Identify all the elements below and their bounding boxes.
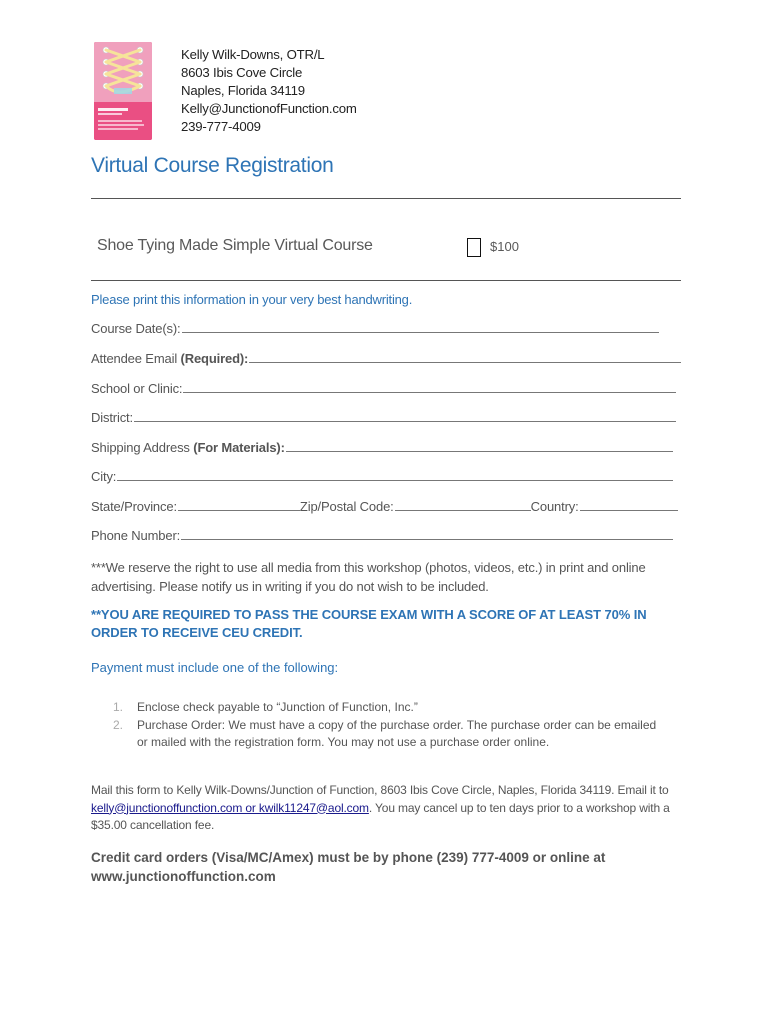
country-input-line[interactable] (580, 510, 678, 511)
contact-email: Kelly@JunctionofFunction.com (181, 101, 357, 116)
contact-name: Kelly Wilk-Downs, OTR/L (181, 47, 325, 62)
mail-text-pre: Mail this form to Kelly Wilk-Downs/Junction of Function, 8603 Ibis Cove Circle, Naples, Florida 34119. Email it to (91, 783, 669, 797)
contact-address-line-2: Naples, Florida 34119 (181, 83, 305, 98)
email-links[interactable]: kelly@junctionoffunction.com or kwilk11247@aol.com (91, 800, 369, 815)
state-input-line[interactable] (178, 510, 300, 511)
shipping-label: Shipping Address (91, 440, 190, 455)
attendee-email-required: (Required): (180, 351, 249, 366)
payment-item-2-number: 2. (113, 718, 124, 732)
course-dates-field[interactable] (91, 321, 659, 336)
state-label: State/Province: (91, 499, 177, 514)
logo (94, 42, 152, 140)
payment-item-1-text: Enclose check payable to “Junction of Function, Inc.” (137, 700, 418, 714)
divider-bottom (91, 280, 681, 281)
phone-label: Phone Number: (91, 528, 181, 543)
payment-item-2-text: Purchase Order: We must have a copy of the purchase order. The purchase order can be emailed or mailed with the registration form. You may not use a purchase order online. (137, 718, 657, 749)
district-label: District: (91, 410, 133, 425)
payment-item-1 (113, 699, 673, 716)
course-price: $100 (490, 239, 519, 254)
school-label: School or Clinic: (91, 381, 183, 396)
exam-notice: **YOU ARE REQUIRED TO PASS THE COURSE EXAM WITH A SCORE OF AT LEAST 70% IN ORDER TO RECEIVE CEU CREDIT. (91, 607, 647, 640)
payment-item-1-number: 1. (113, 700, 124, 714)
course-name: Shoe Tying Made Simple Virtual Course (97, 237, 373, 254)
shoe-lace-logo-icon (94, 42, 152, 140)
contact-block (181, 46, 357, 136)
course-dates-label: Course Date(s): (91, 321, 181, 336)
city-label: City: (91, 469, 117, 484)
payment-item-2 (113, 717, 673, 751)
school-field[interactable] (91, 381, 676, 396)
phone-field[interactable] (91, 528, 673, 543)
city-field[interactable] (91, 469, 673, 484)
attendee-email-label: Attendee Email (91, 351, 178, 366)
mail-text-post: . You may cancel up to ten days prior to a workshop with a $35.00 cancellation fee. (91, 800, 670, 832)
course-checkbox[interactable] (467, 238, 481, 257)
shipping-note: (For Materials): (193, 440, 285, 455)
district-field[interactable] (91, 410, 676, 425)
country-label: Country: (530, 499, 579, 514)
zip-input-line[interactable] (395, 510, 531, 511)
media-notice: ***We reserve the right to use all media from this workshop (photos, videos, etc.) in print and online advertising. Please notify us in writing if you do not wish to be included. (91, 560, 646, 594)
zip-label: Zip/Postal Code: (299, 499, 394, 514)
mail-instructions (91, 782, 681, 835)
attendee-email-field[interactable] (91, 351, 681, 366)
instruction-text: Please print this information in your very best handwriting. (91, 292, 413, 307)
payment-heading: Payment must include one of the following: (91, 660, 339, 675)
contact-phone: 239-777-4009 (181, 119, 261, 134)
shipping-address-field[interactable] (91, 440, 673, 455)
contact-address-line-1: 8603 Ibis Cove Circle (181, 65, 303, 80)
credit-card-notice: Credit card orders (Visa/MC/Amex) must be by phone (239) 777-4009 or online at www.junctionoffunction.com (91, 850, 606, 884)
state-zip-country-row (91, 499, 678, 514)
divider-top (91, 198, 681, 199)
page-title: Virtual Course Registration (91, 154, 334, 177)
